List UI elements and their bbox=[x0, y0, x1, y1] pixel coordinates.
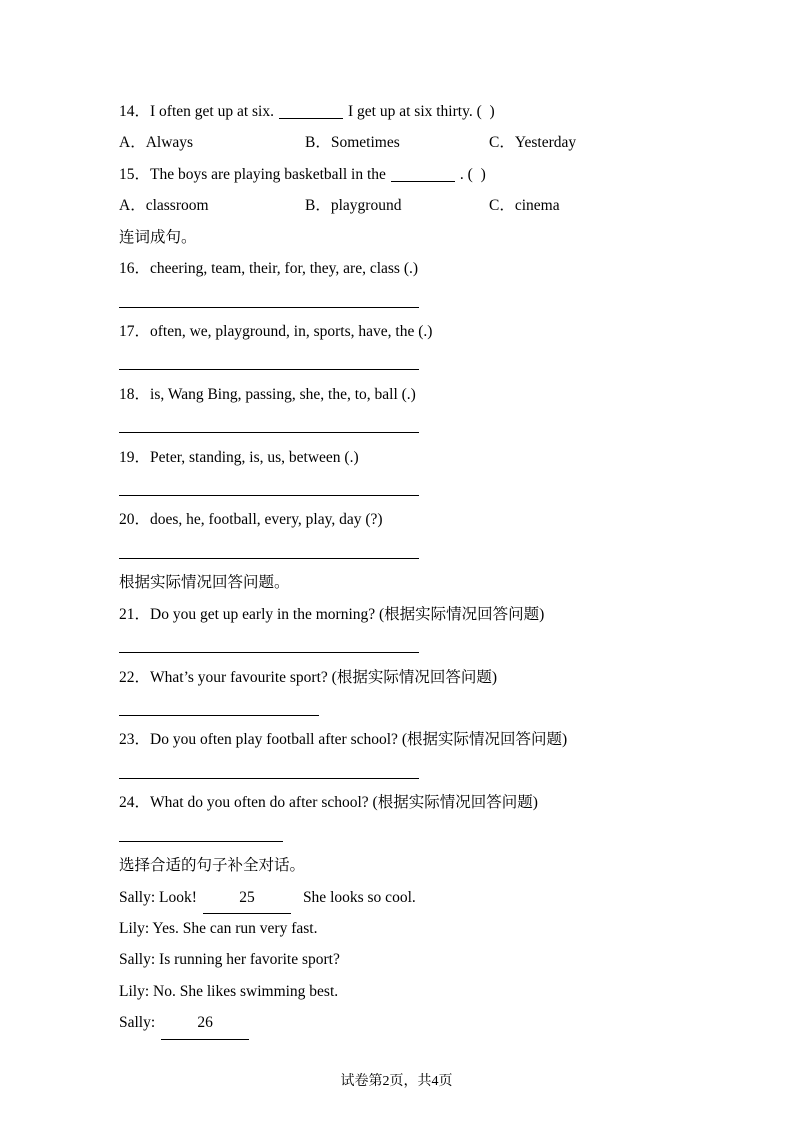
question-22-text: What’s your favourite sport? (根据实际情况回答问题) bbox=[150, 668, 497, 686]
question-14-option-b bbox=[305, 127, 489, 158]
answer-blank-line bbox=[119, 369, 419, 370]
question-19-answer-row bbox=[119, 473, 709, 504]
section-title-text: 选择合适的句子补全对话。 bbox=[119, 857, 306, 875]
page-footer-text: 试卷第2页，共4页 bbox=[340, 1074, 453, 1089]
question-21 bbox=[119, 599, 709, 630]
question-19-number: 19． bbox=[119, 448, 151, 466]
question-24-answer-row bbox=[119, 819, 709, 850]
question-18-number: 18． bbox=[119, 385, 151, 403]
answer-blank-line bbox=[119, 558, 419, 559]
question-17-answer-row bbox=[119, 347, 709, 378]
question-18-answer-row bbox=[119, 410, 709, 441]
question-16-text: cheering, team, their, for, they, are, class (.) bbox=[150, 260, 419, 278]
section-title-rearrange bbox=[119, 222, 709, 253]
section-title-dialogue bbox=[119, 850, 709, 881]
option-text: Always bbox=[145, 134, 194, 152]
dialogue-line-4 bbox=[119, 976, 709, 1007]
option-text: Sometimes bbox=[330, 134, 400, 152]
dialogue-blank-number: 25 bbox=[239, 888, 255, 906]
dialogue-blank-26 bbox=[161, 1007, 249, 1039]
question-14-option-c bbox=[489, 127, 576, 158]
dialogue-speaker-text: Sally: Look! bbox=[119, 888, 197, 906]
question-18-text: is, Wang Bing, passing, she, the, to, ball (.) bbox=[150, 385, 416, 403]
question-15-options bbox=[119, 190, 709, 221]
question-14-stem-before: I often get up at six. bbox=[150, 103, 274, 120]
answer-blank-line bbox=[119, 841, 283, 842]
question-23-text: Do you often play football after school? (根据实际情况回答问题) bbox=[150, 731, 568, 749]
page-footer bbox=[0, 1070, 793, 1090]
question-20-number: 20． bbox=[119, 511, 151, 529]
question-15 bbox=[119, 159, 709, 190]
question-23-number: 23． bbox=[119, 731, 151, 749]
answer-blank-line bbox=[119, 652, 419, 653]
question-17 bbox=[119, 316, 709, 347]
question-18 bbox=[119, 379, 709, 410]
dialogue-speaker-text: Sally: bbox=[119, 1014, 156, 1032]
question-20-text: does, he, football, every, play, day (?) bbox=[150, 511, 383, 529]
question-15-stem-before: The boys are playing basketball in the bbox=[150, 165, 386, 183]
question-14 bbox=[119, 96, 709, 127]
question-21-number: 21． bbox=[119, 605, 151, 623]
question-21-text: Do you get up early in the morning? (根据实际情况回答问题) bbox=[150, 605, 545, 623]
question-22-answer-row bbox=[119, 693, 709, 724]
dialogue-line-1 bbox=[119, 882, 709, 913]
question-14-fill-blank bbox=[279, 104, 343, 119]
question-16-answer-row bbox=[119, 285, 709, 316]
question-14-stem-after: I get up at six thirty. ( ) bbox=[348, 103, 495, 120]
answer-blank-line bbox=[119, 778, 419, 779]
section-title-answer bbox=[119, 567, 709, 598]
question-17-number: 17． bbox=[119, 322, 151, 340]
question-21-answer-row bbox=[119, 630, 709, 661]
question-15-option-a bbox=[119, 190, 305, 221]
question-23 bbox=[119, 724, 709, 755]
dialogue-blank-number: 26 bbox=[197, 1014, 213, 1032]
question-20 bbox=[119, 504, 709, 535]
dialogue-line-5 bbox=[119, 1007, 709, 1038]
question-14-number: 14． bbox=[119, 103, 151, 120]
option-label: C． bbox=[489, 134, 515, 152]
option-text: cinema bbox=[514, 197, 560, 215]
answer-blank-line bbox=[119, 715, 319, 716]
question-22-number: 22． bbox=[119, 668, 151, 686]
dialogue-line-2 bbox=[119, 913, 709, 944]
question-22 bbox=[119, 662, 709, 693]
dialogue-after-text: She looks so cool. bbox=[302, 888, 416, 906]
question-15-fill-blank bbox=[391, 167, 455, 182]
exam-content bbox=[119, 96, 709, 1039]
question-24 bbox=[119, 787, 709, 818]
dialogue-speaker-text: Lily: No. She likes swimming best. bbox=[119, 982, 339, 1000]
question-15-option-c bbox=[489, 190, 560, 221]
question-19 bbox=[119, 442, 709, 473]
section-title-text: 根据实际情况回答问题。 bbox=[119, 574, 290, 592]
question-14-options bbox=[119, 127, 709, 158]
option-label: B． bbox=[305, 197, 331, 215]
question-16 bbox=[119, 253, 709, 284]
option-label: B． bbox=[305, 134, 331, 152]
question-24-text: What do you often do after school? (根据实际情况回答问题) bbox=[150, 794, 538, 812]
question-15-option-b bbox=[305, 190, 489, 221]
option-label: C． bbox=[489, 197, 515, 215]
dialogue-line-3 bbox=[119, 944, 709, 975]
dialogue-speaker-text: Lily: Yes. She can run very fast. bbox=[119, 919, 318, 937]
option-text: Yesterday bbox=[514, 134, 577, 152]
option-label: A． bbox=[119, 134, 146, 152]
answer-blank-line bbox=[119, 495, 419, 496]
question-16-number: 16． bbox=[119, 260, 151, 278]
option-text: playground bbox=[330, 197, 402, 215]
question-19-text: Peter, standing, is, us, between (.) bbox=[150, 448, 359, 466]
answer-blank-line bbox=[119, 307, 419, 308]
answer-blank-line bbox=[119, 432, 419, 433]
question-17-text: often, we, playground, in, sports, have, the (.) bbox=[150, 322, 433, 340]
dialogue-blank-25 bbox=[203, 882, 291, 914]
question-15-number: 15． bbox=[119, 165, 151, 183]
question-15-stem-after: . ( ) bbox=[459, 165, 486, 183]
question-14-option-a bbox=[119, 127, 305, 158]
question-20-answer-row bbox=[119, 536, 709, 567]
dialogue-speaker-text: Sally: Is running her favorite sport? bbox=[119, 951, 340, 969]
section-title-text: 连词成句。 bbox=[119, 228, 197, 246]
option-label: A． bbox=[119, 197, 146, 215]
question-24-number: 24． bbox=[119, 794, 151, 812]
option-text: classroom bbox=[145, 197, 209, 215]
question-23-answer-row bbox=[119, 756, 709, 787]
